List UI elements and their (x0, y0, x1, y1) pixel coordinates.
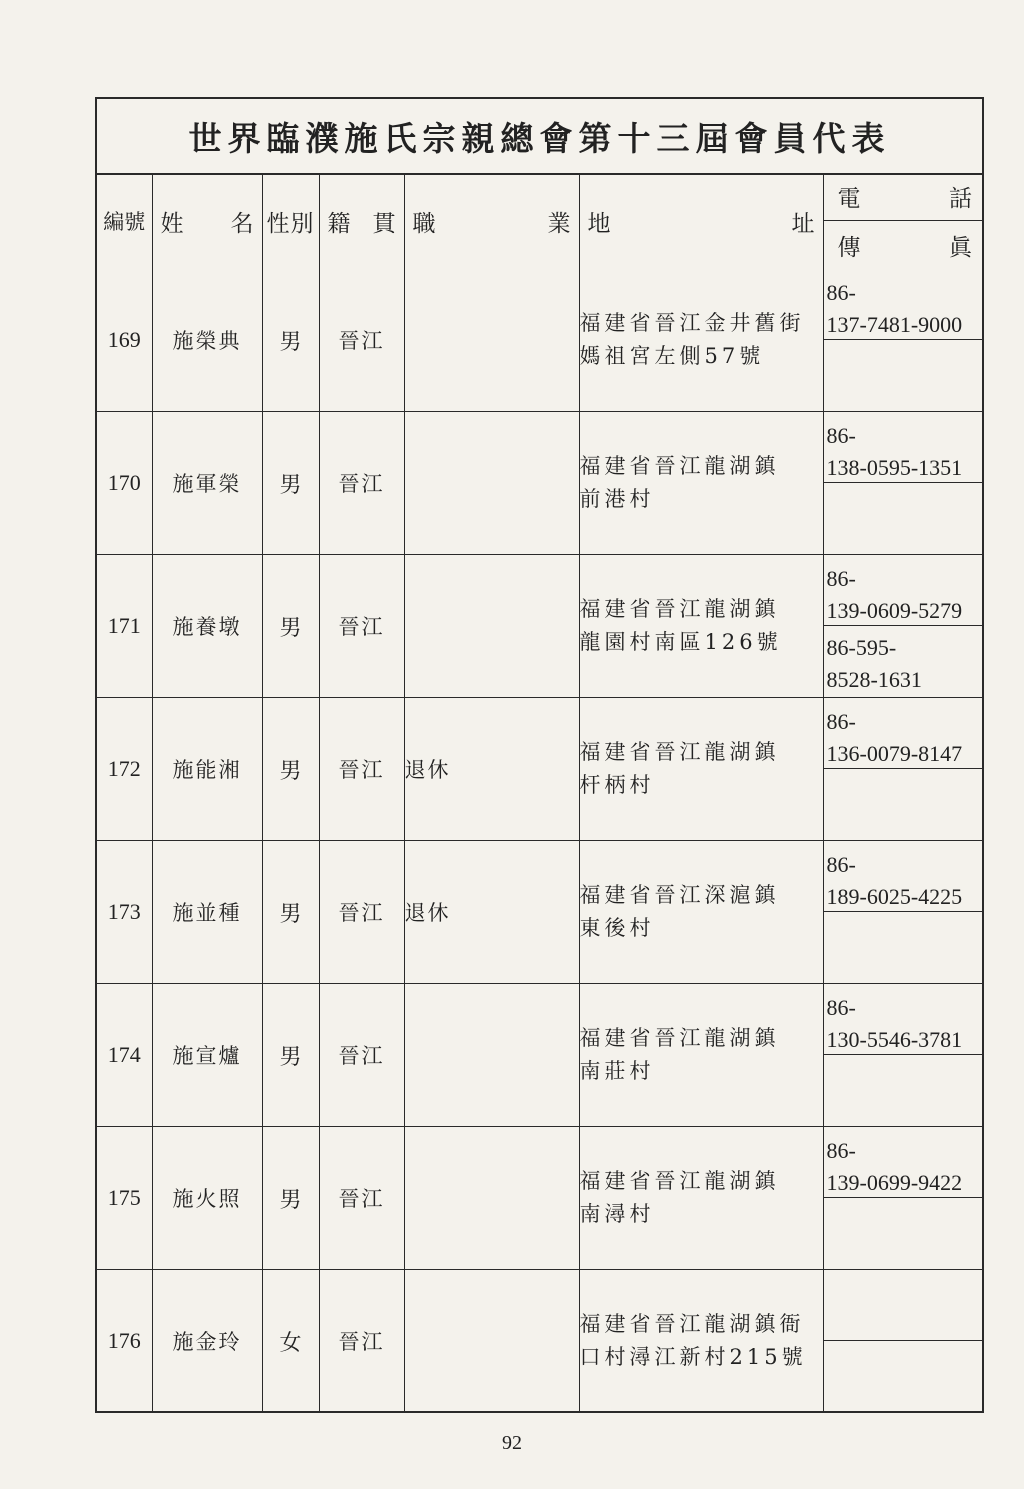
address-line-2: 媽祖宮左側57號 (579, 344, 765, 368)
member-number: 171 (97, 555, 152, 698)
address-line-2: 東後村 (579, 916, 655, 940)
header-address: 地 址 (579, 173, 823, 269)
member-address (579, 269, 823, 412)
member-fax (824, 1055, 983, 1126)
address-line-1: 福建省晉江龍湖鎮衙 (579, 1312, 805, 1336)
address-line-2: 龍園村南區126號 (579, 630, 782, 654)
member-address (579, 555, 823, 698)
member-gender: 男 (262, 269, 319, 412)
member-address (579, 1127, 823, 1270)
member-address (579, 984, 823, 1127)
member-occupation (404, 1127, 579, 1270)
header-row (97, 173, 982, 269)
address-line-1: 福建省晉江龍湖鎮 (579, 454, 780, 478)
header-fax: 傳 眞 (837, 234, 972, 261)
member-gender: 男 (262, 1127, 319, 1270)
header-gender: 性別 (262, 173, 319, 269)
member-number: 173 (97, 841, 152, 984)
address-line-1: 福建省晉江龍湖鎮 (579, 1026, 780, 1050)
member-fax (824, 912, 983, 983)
member-gender: 男 (262, 841, 319, 984)
member-fax (824, 340, 983, 411)
page-frame (95, 97, 984, 1413)
member-gender: 女 (262, 1270, 319, 1413)
member-name: 施榮典 (152, 269, 262, 412)
member-occupation (404, 555, 579, 698)
address-line-1: 福建省晉江深滬鎮 (579, 883, 780, 907)
document-title: 世界臨濮施氏宗親總會第十三屆會員代表 (97, 99, 982, 175)
member-row (97, 984, 982, 1127)
member-origin: 晉江 (319, 269, 404, 412)
member-origin: 晉江 (319, 1127, 404, 1270)
member-origin: 晉江 (319, 1270, 404, 1413)
member-gender: 男 (262, 412, 319, 555)
address-line-2: 口村潯江新村215號 (579, 1345, 807, 1369)
header-occupation: 職 業 (404, 173, 579, 269)
member-number: 172 (97, 698, 152, 841)
member-gender: 男 (262, 984, 319, 1127)
member-name: 施火照 (152, 1127, 262, 1270)
member-number: 174 (97, 984, 152, 1127)
member-name: 施並種 (152, 841, 262, 984)
member-occupation (404, 412, 579, 555)
member-address (579, 1270, 823, 1413)
member-name: 施養墩 (152, 555, 262, 698)
member-phone (824, 1270, 983, 1341)
member-occupation (404, 1270, 579, 1413)
member-row (97, 1127, 982, 1270)
member-name: 施宣爐 (152, 984, 262, 1127)
member-origin: 晉江 (319, 555, 404, 698)
header-phone: 電 話 (824, 173, 983, 221)
member-contact (823, 1270, 982, 1413)
member-gender: 男 (262, 698, 319, 841)
member-phone: 86- 130-5546-3781 (824, 984, 983, 1055)
member-contact (823, 555, 982, 698)
member-contact (823, 984, 982, 1127)
member-row (97, 412, 982, 555)
member-row (97, 555, 982, 698)
address-line-2: 南潯村 (579, 1202, 655, 1226)
member-number: 176 (97, 1270, 152, 1413)
member-phone: 86- 139-0699-9422 (824, 1127, 983, 1198)
member-fax (824, 1198, 983, 1269)
member-fax: 86-595- 8528-1631 (826, 635, 922, 692)
member-row (97, 841, 982, 984)
address-line-2: 南莊村 (579, 1059, 655, 1083)
member-phone: 86- 137-7481-9000 (824, 269, 983, 340)
member-row (97, 698, 982, 841)
member-address (579, 412, 823, 555)
header-name: 姓 名 (152, 173, 262, 269)
header-contact (823, 173, 982, 269)
member-contact (823, 269, 982, 412)
member-address (579, 698, 823, 841)
member-origin: 晉江 (319, 412, 404, 555)
address-line-1: 福建省晉江金井舊街 (579, 311, 805, 335)
member-origin: 晉江 (319, 841, 404, 984)
member-phone: 86- 139-0609-5279 (824, 555, 983, 626)
member-phone: 86- 138-0595-1351 (824, 412, 983, 483)
address-line-1: 福建省晉江龍湖鎮 (579, 740, 780, 764)
member-name: 施軍榮 (152, 412, 262, 555)
member-contact (823, 841, 982, 984)
member-occupation (404, 269, 579, 412)
member-address (579, 841, 823, 984)
member-gender: 男 (262, 555, 319, 698)
address-line-2: 杆柄村 (579, 773, 655, 797)
header-origin: 籍 貫 (319, 173, 404, 269)
member-number: 175 (97, 1127, 152, 1270)
member-fax (824, 1341, 983, 1412)
member-origin: 晉江 (319, 984, 404, 1127)
member-fax (824, 483, 983, 554)
address-line-2: 前港村 (579, 487, 655, 511)
member-number: 169 (97, 269, 152, 412)
member-table (97, 173, 982, 1412)
member-occupation: 退休 (404, 841, 579, 984)
address-line-1: 福建省晉江龍湖鎮 (579, 597, 780, 621)
member-origin: 晉江 (319, 698, 404, 841)
member-phone: 86- 189-6025-4225 (824, 841, 983, 912)
header-number: 編號 (97, 173, 152, 269)
member-occupation (404, 984, 579, 1127)
member-contact (823, 412, 982, 555)
member-row (97, 1270, 982, 1413)
member-name: 施金玲 (152, 1270, 262, 1413)
member-occupation: 退休 (404, 698, 579, 841)
member-number: 170 (97, 412, 152, 555)
page-number: 92 (502, 1432, 522, 1454)
member-name: 施能湘 (152, 698, 262, 841)
member-contact (823, 698, 982, 841)
member-fax (824, 769, 983, 840)
member-contact (823, 1127, 982, 1270)
member-row (97, 269, 982, 412)
address-line-1: 福建省晉江龍湖鎮 (579, 1169, 780, 1193)
member-phone: 86- 136-0079-8147 (824, 698, 983, 769)
